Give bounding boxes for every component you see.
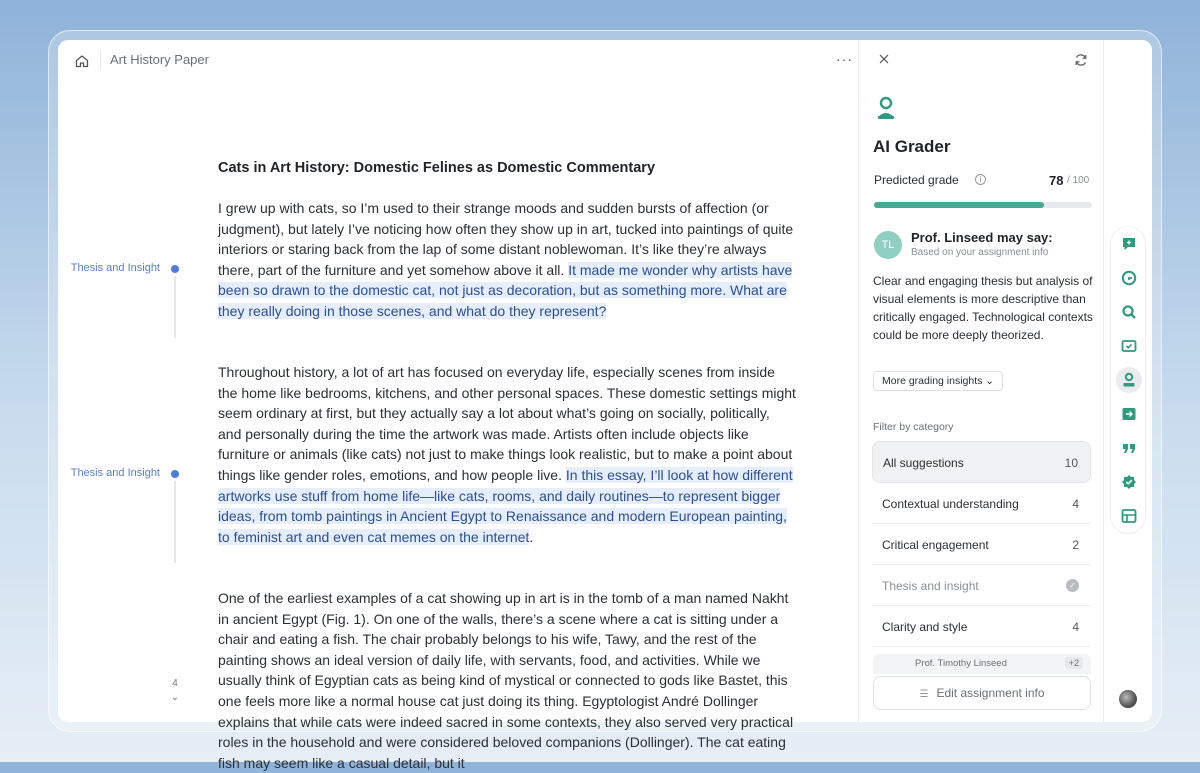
grammar-icon[interactable] [1120,269,1138,287]
category-count: 4 [1072,497,1079,511]
grader-icon[interactable] [1116,367,1142,393]
tool-rail [1110,226,1146,534]
edit-assignment-label: Edit assignment info [936,686,1045,700]
edit-assignment-button[interactable] [873,676,1091,710]
info-icon[interactable]: i [975,174,986,185]
filter-label: Filter by category [873,421,954,433]
page-number: 4 [172,678,178,689]
margin-line-1 [174,276,176,338]
margin-dot-2[interactable] [171,470,179,478]
grade-progress-fill [874,202,1044,208]
document-title: Cats in Art History: Domestic Felines as Domestic Commentary [218,160,656,176]
paragraph-2[interactable] [218,362,796,547]
paragraph-1-text: I grew up with cats, so I’m used to their strange moods and sudden bursts of affection (or judgment), but lately I’ve noticing how often they show up in art, tucked into paintings of quite interiors or staring back from the lap of some distant noblewoman. It’s like they’re always there, part of the furniture and yet somehow above it all. [218,200,794,278]
close-icon[interactable] [877,52,891,66]
grader-title: AI Grader [873,137,951,156]
predicted-grade-label: Predicted grade [874,173,959,187]
paragraph-1[interactable] [218,198,796,322]
professor-avatar: TL [874,231,902,259]
highlight-thesis-2[interactable]: In this essay, I’ll look at how different artworks use stuff from home life—like cats, rooms, and daily routines—to represent bigger ideas, from tomb paintings in Ancient Egypt to Renaissance and modern European painting, to feminist art and even cat memes on the internet [218,466,793,545]
more-insights-button[interactable]: More grading insights ⌄ [873,371,1003,391]
verified-icon[interactable] [1120,473,1138,491]
ai-grader-panel [858,40,1104,722]
professor-strip [873,654,1091,674]
refresh-icon[interactable] [1073,52,1089,68]
category-all-suggestions[interactable] [872,441,1091,483]
user-avatar[interactable] [1119,690,1137,708]
professor-subtitle: Based on your assignment info [911,247,1049,258]
search-icon[interactable] [1120,303,1138,321]
app-window [58,40,1152,771]
category-list [872,441,1091,647]
page-indicator[interactable] [164,678,186,714]
predicted-grade-score: 78 [1049,173,1064,188]
category-label: Clarity and style [882,620,968,634]
check-icon: ✓ [1066,579,1079,592]
category-label: Contextual understanding [882,497,1019,511]
image-check-icon[interactable] [1120,337,1138,355]
paragraph-3[interactable]: One of the earliest examples of a cat showing up in art is in the tomb of a man named Nakht in ancient Egypt (Fig. 1). On one of the walls, there’s a scene where a cat is sitting under a chair and eating a fish. The chair probably belongs to his wife, Tawy, and the rest of the painting shows an ideal version of daily life, with servants, food, and activities. While we usually think of Egyptian cats as being kind of mystical or connected to gods like Bastet, this one feels more like a normal house cat just doing its thing. Egyptologist André Dollinger explains that while cats were indeed sacred in some contexts, they also served very practical roles in the household and were considered beloved companions (Dollinger). The cat eating fish may seem like a casual detail, but it [218,590,794,771]
grader-feedback: Clear and engaging thesis but analysis of visual elements is more descriptive than critically engaged. Technological contexts could be more deeply theorized. [873,274,1093,342]
home-icon[interactable] [72,51,92,71]
professor-strip-more[interactable]: +2 [1065,657,1083,669]
margin-label-thesis-1[interactable]: Thesis and Insight [70,262,160,274]
grader-logo-icon [875,95,897,121]
margin-line-2 [174,481,176,563]
category-label: Critical engagement [882,538,989,552]
more-options-icon[interactable]: ··· [836,51,853,67]
grade-progress-bar [874,202,1092,208]
doc-title[interactable]: Art History Paper [100,50,209,70]
category-label: Thesis and insight [882,579,979,593]
paragraph-2-text: Throughout history, a lot of art has focused on everyday life, especially scenes from inside the home like bedrooms, kitchens, and other personal spaces. These domestic settings might seem ordinary at first, but they actually say a lot about what’s going on socially, politically, and personally during the time the artwork was made. Artists often include objects like furniture or animals (like cats) not just to make things look realistic, but to make a point about things like gender roles, emotions, and how people live. [218,364,796,483]
doc-header [58,40,858,80]
category-label: All suggestions [883,456,964,470]
comment-icon[interactable] [1120,235,1138,253]
professor-strip-name: Prof. Timothy Linseed [915,658,1007,669]
list-icon: ☰ [919,689,929,700]
category-count: 2 [1072,538,1079,552]
export-icon[interactable] [1120,405,1138,423]
category-contextual-understanding[interactable] [872,483,1091,524]
highlight-thesis-1[interactable]: It made me wonder why artists have been so drawn to the domestic cat, not just as decoration, but as something more. What are they really doing in those scenes, and what do they represent? [218,261,793,319]
margin-label-thesis-2[interactable]: Thesis and Insight [70,467,160,479]
category-thesis-and-insight[interactable] [872,565,1091,606]
professor-heading: Prof. Linseed may say: [911,230,1053,245]
document-pane [58,40,858,771]
layout-icon[interactable] [1120,507,1138,525]
category-clarity-and-style[interactable] [872,606,1091,647]
category-count: 4 [1072,620,1079,634]
predicted-grade-max: / 100 [1067,175,1090,186]
quote-icon[interactable] [1120,439,1138,457]
category-critical-engagement[interactable] [872,524,1091,565]
category-count: 10 [1064,456,1078,470]
chevron-down-icon[interactable]: ⌄ [170,692,180,703]
margin-dot-1[interactable] [171,265,179,273]
document-scroll-area[interactable] [58,80,858,771]
paragraph-2-end: . [529,528,534,545]
